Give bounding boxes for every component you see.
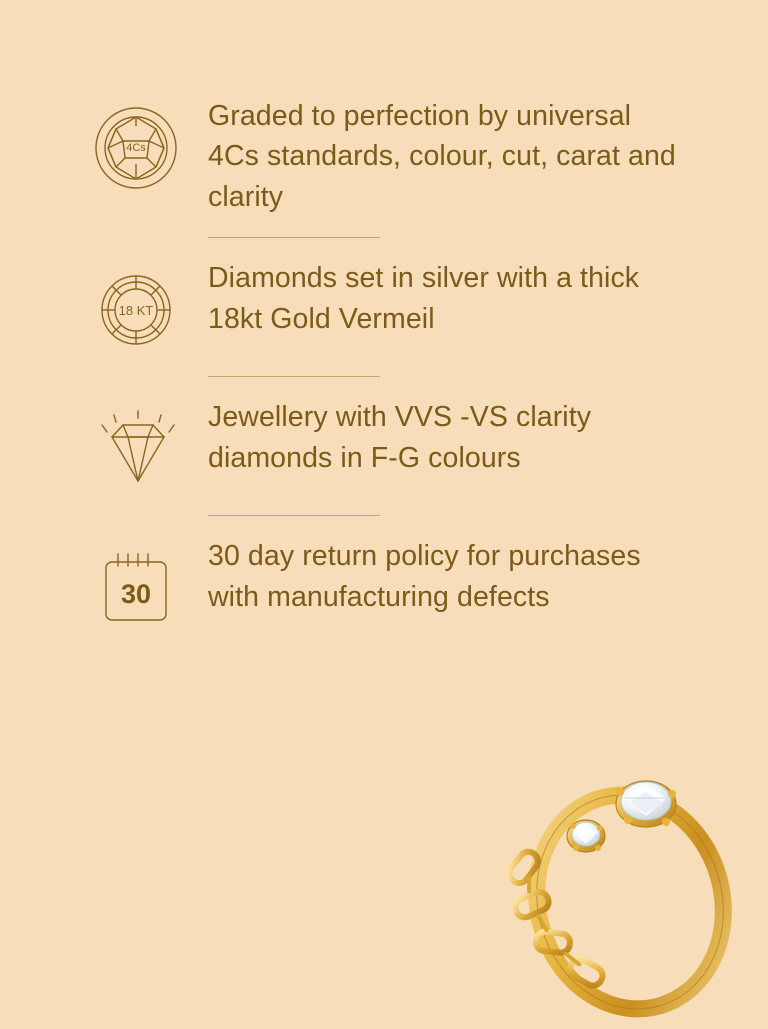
feature-text-clarity: Jewellery with VVS -VS clarity diamonds in F-G colours bbox=[208, 401, 592, 474]
diamond-4cs-icon bbox=[90, 96, 208, 194]
feature-item-returns bbox=[0, 536, 768, 634]
sparkling-diamond-icon bbox=[90, 397, 208, 495]
feature-text-returns: 30 day return policy for purchases with manufacturing defects bbox=[208, 540, 641, 613]
feature-text-cell bbox=[208, 536, 768, 617]
feature-item-4cs bbox=[0, 96, 768, 217]
calendar-30-day-icon bbox=[90, 536, 208, 634]
icon-label-4cs: 4Cs bbox=[126, 142, 146, 154]
icon-label-18kt: 18 KT bbox=[118, 303, 154, 319]
feature-list bbox=[0, 96, 768, 634]
divider bbox=[208, 515, 380, 516]
feature-text-cell bbox=[208, 96, 768, 217]
feature-item-clarity bbox=[0, 397, 768, 495]
feature-text-4cs: Graded to perfection by universal 4Cs standards, colour, cut, carat and clarity bbox=[208, 100, 676, 213]
feature-text-cell bbox=[208, 397, 768, 478]
icon-label-30: 30 bbox=[120, 579, 152, 610]
feature-text-18kt: Diamonds set in silver with a thick 18kt Gold Vermeil bbox=[208, 262, 640, 335]
feature-item-18kt bbox=[0, 258, 768, 356]
feature-text-cell bbox=[208, 258, 768, 339]
divider bbox=[208, 376, 380, 377]
18kt-gold-badge-icon bbox=[90, 258, 208, 356]
divider-row-3 bbox=[0, 515, 768, 516]
gold-ring-with-diamonds bbox=[478, 744, 768, 1024]
divider bbox=[208, 237, 380, 238]
divider-row-2 bbox=[0, 376, 768, 377]
divider-row-1 bbox=[0, 237, 768, 238]
